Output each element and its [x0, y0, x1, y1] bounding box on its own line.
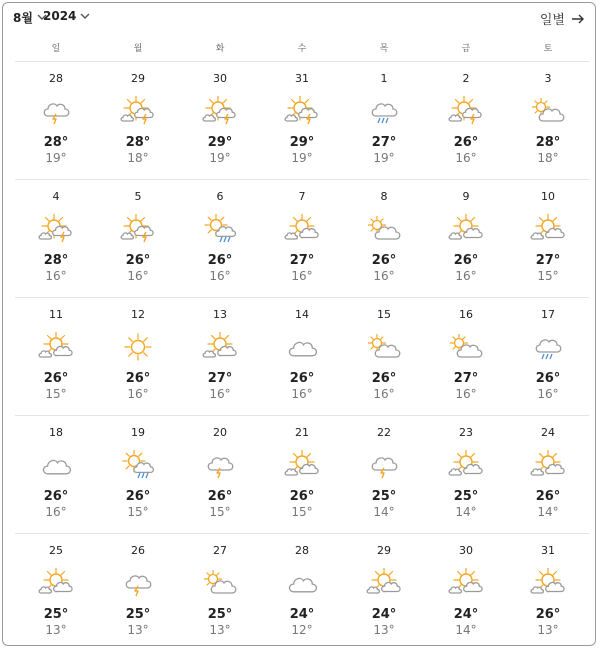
day-number: 19 [131, 426, 145, 439]
low-temp: 14° [537, 505, 559, 519]
high-temp: 26° [289, 489, 315, 504]
low-temp: 18° [127, 151, 149, 165]
cloud-icon [284, 568, 320, 598]
day-number: 12 [131, 308, 145, 321]
day-number: 22 [377, 426, 391, 439]
day-number: 30 [213, 72, 227, 85]
low-temp: 13° [209, 623, 231, 637]
low-temp: 15° [291, 505, 313, 519]
sun-cloud-icon [530, 450, 566, 480]
calendar-header [13, 9, 585, 31]
high-temp: 26° [535, 489, 561, 504]
high-temp: 25° [453, 489, 479, 504]
day-cell[interactable] [179, 534, 261, 652]
low-temp: 19° [291, 151, 313, 165]
sun-cloud-lightning-icon [202, 96, 238, 126]
weekday-label: 일 [51, 44, 61, 54]
day-cell[interactable] [261, 534, 343, 652]
day-cell[interactable] [261, 62, 343, 180]
high-temp: 28° [125, 135, 151, 150]
high-temp: 26° [125, 253, 151, 268]
day-cell[interactable] [179, 416, 261, 534]
day-cell[interactable] [15, 180, 97, 298]
weekday-label: 토 [543, 44, 553, 54]
partly-cloudy-icon [530, 96, 566, 126]
day-cell[interactable] [343, 298, 425, 416]
cloud-lightning-icon [202, 450, 238, 480]
sun-cloud-icon [366, 568, 402, 598]
high-temp: 27° [207, 371, 233, 386]
day-cell[interactable] [507, 180, 589, 298]
cloud-lightning-icon [38, 96, 74, 126]
low-temp: 16° [455, 151, 477, 165]
chevron-down-icon [80, 13, 90, 20]
day-cell[interactable] [507, 298, 589, 416]
day-cell[interactable] [15, 62, 97, 180]
day-number: 16 [459, 308, 473, 321]
day-number: 17 [541, 308, 555, 321]
week-row [15, 534, 589, 652]
weekday-label: 월 [133, 44, 143, 54]
day-number: 6 [216, 190, 224, 203]
day-cell[interactable] [343, 180, 425, 298]
day-number: 25 [49, 544, 63, 557]
low-temp: 13° [537, 623, 559, 637]
week-row [15, 298, 589, 416]
sun-cloud-lightning-icon [284, 96, 320, 126]
day-cell[interactable] [97, 298, 179, 416]
sun-cloud-rain-icon [120, 450, 156, 480]
high-temp: 24° [289, 607, 315, 622]
day-cell[interactable] [97, 416, 179, 534]
high-temp: 25° [371, 489, 397, 504]
low-temp: 15° [127, 505, 149, 519]
low-temp: 13° [127, 623, 149, 637]
partly-cloudy-icon [366, 214, 402, 244]
day-cell[interactable] [425, 416, 507, 534]
day-number: 11 [49, 308, 63, 321]
high-temp: 26° [43, 489, 69, 504]
high-temp: 25° [125, 607, 151, 622]
day-number: 1 [380, 72, 388, 85]
high-temp: 26° [125, 371, 151, 386]
day-cell[interactable] [261, 298, 343, 416]
sun-cloud-icon [530, 568, 566, 598]
day-cell[interactable] [507, 416, 589, 534]
day-number: 15 [377, 308, 391, 321]
day-number: 26 [131, 544, 145, 557]
low-temp: 16° [373, 387, 395, 401]
sun-cloud-icon [38, 568, 74, 598]
low-temp: 19° [45, 151, 67, 165]
cloud-icon [38, 450, 74, 480]
day-number: 18 [49, 426, 63, 439]
sun-cloud-icon [448, 450, 484, 480]
high-temp: 26° [289, 371, 315, 386]
partly-cloudy-icon [448, 332, 484, 362]
day-cell[interactable] [179, 298, 261, 416]
daily-view-label: 일별 [539, 13, 565, 28]
low-temp: 14° [455, 623, 477, 637]
high-temp: 27° [535, 253, 561, 268]
weekday-label: 수 [297, 44, 307, 54]
low-temp: 19° [373, 151, 395, 165]
high-temp: 28° [43, 135, 69, 150]
day-cell[interactable] [97, 534, 179, 652]
day-cell[interactable] [179, 180, 261, 298]
high-temp: 26° [125, 489, 151, 504]
day-number: 21 [295, 426, 309, 439]
high-temp: 25° [207, 607, 233, 622]
day-number: 24 [541, 426, 555, 439]
sun-cloud-icon [38, 332, 74, 362]
day-cell[interactable] [261, 180, 343, 298]
sun-cloud-icon [448, 568, 484, 598]
high-temp: 29° [289, 135, 315, 150]
day-cell[interactable] [97, 180, 179, 298]
day-number: 20 [213, 426, 227, 439]
cloud-rain-icon [530, 332, 566, 362]
high-temp: 26° [535, 607, 561, 622]
day-number: 30 [459, 544, 473, 557]
partly-cloudy-icon [202, 568, 238, 598]
high-temp: 29° [207, 135, 233, 150]
high-temp: 27° [371, 135, 397, 150]
high-temp: 24° [371, 607, 397, 622]
high-temp: 27° [289, 253, 315, 268]
sun-cloud-icon [202, 332, 238, 362]
sun-cloud-icon [530, 214, 566, 244]
high-temp: 26° [453, 135, 479, 150]
low-temp: 16° [209, 269, 231, 283]
day-number: 2 [462, 72, 470, 85]
high-temp: 26° [207, 489, 233, 504]
high-temp: 24° [453, 607, 479, 622]
low-temp: 16° [127, 269, 149, 283]
sun-cloud-lightning-icon [120, 214, 156, 244]
day-number: 9 [462, 190, 470, 203]
cloud-lightning-icon [120, 568, 156, 598]
low-temp: 16° [45, 269, 67, 283]
day-number: 31 [295, 72, 309, 85]
sun-cloud-icon [448, 214, 484, 244]
week-row [15, 416, 589, 534]
low-temp: 14° [373, 505, 395, 519]
partly-cloudy-icon [366, 332, 402, 362]
high-temp: 26° [371, 253, 397, 268]
low-temp: 16° [291, 387, 313, 401]
year-label: 2024 [43, 9, 77, 23]
low-temp: 18° [537, 151, 559, 165]
weekday-label: 금 [461, 44, 471, 54]
low-temp: 13° [45, 623, 67, 637]
weekday-label: 목 [379, 44, 389, 54]
high-temp: 27° [453, 371, 479, 386]
cloud-icon [284, 332, 320, 362]
day-number: 8 [380, 190, 388, 203]
day-cell[interactable] [425, 180, 507, 298]
low-temp: 12° [291, 623, 313, 637]
low-temp: 14° [455, 505, 477, 519]
arrow-right-icon [571, 13, 585, 25]
low-temp: 16° [127, 387, 149, 401]
monthly-weather-calendar [2, 2, 596, 646]
day-number: 10 [541, 190, 555, 203]
day-number: 13 [213, 308, 227, 321]
year-selector[interactable] [43, 9, 90, 23]
weekday-header-row [15, 41, 589, 57]
day-cell[interactable] [97, 62, 179, 180]
high-temp: 26° [453, 253, 479, 268]
month-selector[interactable] [13, 9, 47, 26]
high-temp: 26° [371, 371, 397, 386]
day-cell[interactable] [15, 298, 97, 416]
week-row [15, 62, 589, 180]
cloud-lightning-icon [366, 450, 402, 480]
cloud-rain-icon [366, 96, 402, 126]
day-cell[interactable] [179, 62, 261, 180]
day-number: 5 [134, 190, 142, 203]
sun-cloud-icon [284, 214, 320, 244]
month-label: 8월 [13, 11, 33, 25]
low-temp: 13° [373, 623, 395, 637]
day-cell[interactable] [343, 416, 425, 534]
high-temp: 26° [207, 253, 233, 268]
day-cell[interactable] [507, 534, 589, 652]
low-temp: 16° [537, 387, 559, 401]
sun-cloud-rain-icon [202, 214, 238, 244]
day-number: 29 [377, 544, 391, 557]
day-number: 4 [52, 190, 60, 203]
day-cell[interactable] [343, 534, 425, 652]
low-temp: 15° [537, 269, 559, 283]
sun-cloud-lightning-icon [38, 214, 74, 244]
daily-view-link[interactable] [540, 9, 585, 28]
day-number: 14 [295, 308, 309, 321]
day-number: 23 [459, 426, 473, 439]
high-temp: 28° [535, 135, 561, 150]
day-number: 28 [295, 544, 309, 557]
high-temp: 26° [535, 371, 561, 386]
weekday-label: 화 [215, 44, 225, 54]
low-temp: 16° [455, 387, 477, 401]
day-cell[interactable] [15, 416, 97, 534]
low-temp: 19° [209, 151, 231, 165]
day-cell[interactable] [507, 62, 589, 180]
day-number: 29 [131, 72, 145, 85]
low-temp: 15° [45, 387, 67, 401]
day-cell[interactable] [261, 416, 343, 534]
low-temp: 16° [45, 505, 67, 519]
day-number: 31 [541, 544, 555, 557]
day-cell[interactable] [15, 534, 97, 652]
sun-icon [120, 332, 156, 362]
sun-cloud-lightning-icon [120, 96, 156, 126]
high-temp: 26° [43, 371, 69, 386]
low-temp: 15° [209, 505, 231, 519]
day-cell[interactable] [425, 62, 507, 180]
low-temp: 16° [373, 269, 395, 283]
sun-cloud-icon [284, 450, 320, 480]
sun-cloud-lightning-icon [448, 96, 484, 126]
day-number: 28 [49, 72, 63, 85]
day-cell[interactable] [425, 298, 507, 416]
high-temp: 28° [43, 253, 69, 268]
week-row [15, 180, 589, 298]
day-cell[interactable] [425, 534, 507, 652]
day-cell[interactable] [343, 62, 425, 180]
low-temp: 16° [209, 387, 231, 401]
low-temp: 16° [291, 269, 313, 283]
low-temp: 16° [455, 269, 477, 283]
day-number: 7 [298, 190, 306, 203]
day-number: 3 [544, 72, 552, 85]
day-number: 27 [213, 544, 227, 557]
high-temp: 25° [43, 607, 69, 622]
